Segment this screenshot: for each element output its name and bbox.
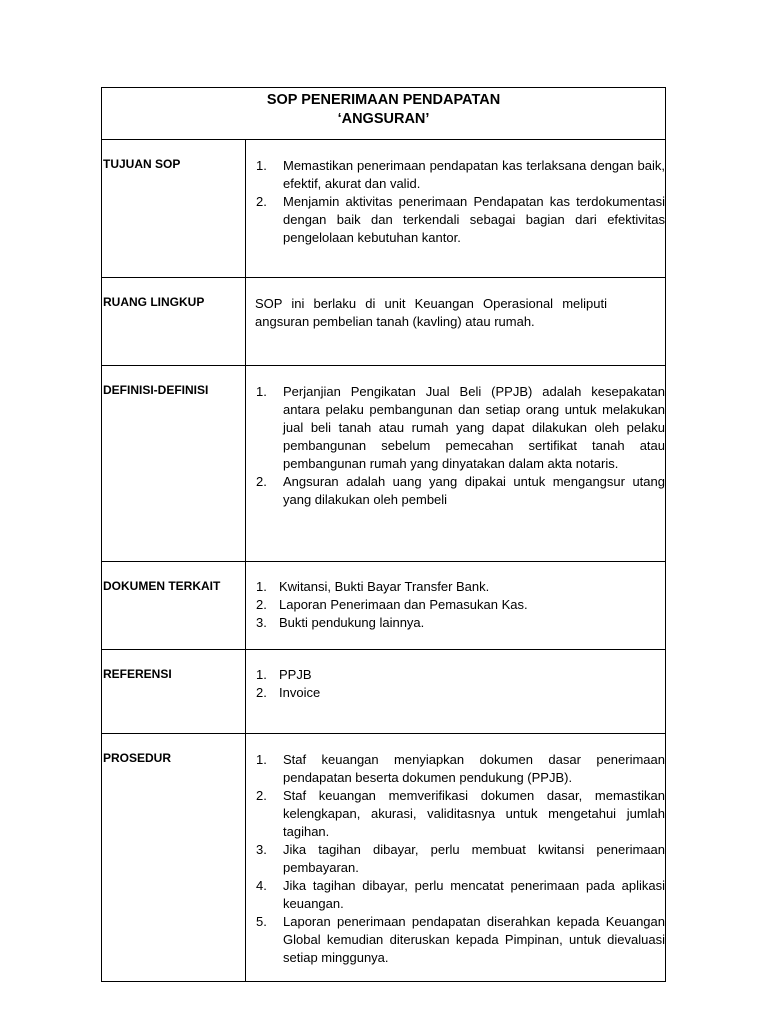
list-item <box>246 383 665 473</box>
list-definisi <box>246 383 665 509</box>
content-ruang-lingkup <box>246 278 666 366</box>
list-item <box>246 193 665 247</box>
row-definisi <box>102 366 666 562</box>
list-item <box>246 684 665 702</box>
item-number: 1. <box>256 158 267 173</box>
item-text: PPJB <box>279 667 312 682</box>
label-definisi: DEFINISI-DEFINISI <box>102 366 246 562</box>
item-text: Memastikan penerimaan pendapatan kas terlaksana dengan baik, efektif, akurat dan valid. <box>283 158 665 191</box>
label-prosedur: PROSEDUR <box>102 734 246 982</box>
item-text: Laporan Penerimaan dan Pemasukan Kas. <box>279 597 528 612</box>
row-ruang-lingkup <box>102 278 666 366</box>
item-text: Staf keuangan menyiapkan dokumen dasar penerimaan pendapatan beserta dokumen pendukung (PPJB). <box>283 752 665 785</box>
list-dokumen <box>246 578 665 632</box>
list-item <box>246 614 665 632</box>
item-number: 2. <box>256 194 267 209</box>
list-item <box>246 473 665 509</box>
list-item <box>246 666 665 684</box>
row-referensi <box>102 650 666 734</box>
item-text: Bukti pendukung lainnya. <box>279 615 425 630</box>
list-item <box>246 787 665 841</box>
item-number: 3. <box>256 615 267 630</box>
item-text: Staf keuangan memverifikasi dokumen dasar, memastikan kelengkapan, akurasi, validitasnya untuk mengetahui jumlah tagihan. <box>283 788 665 839</box>
item-text: Perjanjian Pengikatan Jual Beli (PPJB) adalah kesepakatan antara pelaku pembangunan dan setiap orang untuk melakukan jual beli tanah atau rumah yang dapat dilakukan oleh pelaku pembangunan sebelum pemecahan sertifikat tanah atau pembangunan rumah yang dinyatakan dalam akta notaris. <box>283 384 665 471</box>
item-number: 2. <box>256 597 267 612</box>
row-tujuan <box>102 140 666 278</box>
item-number: 1. <box>256 752 267 767</box>
label-dokumen-terkait: DOKUMEN TERKAIT <box>102 562 246 650</box>
document-title <box>102 88 666 140</box>
item-text: Angsuran adalah uang yang dipakai untuk mengangsur utang yang dilakukan oleh pembeli <box>283 474 665 507</box>
list-item <box>246 913 665 967</box>
item-number: 2. <box>256 685 267 700</box>
list-prosedur <box>246 751 665 967</box>
item-number: 5. <box>256 914 267 929</box>
list-item <box>246 596 665 614</box>
list-item <box>246 877 665 913</box>
title-line-2: ‘ANGSURAN’ <box>337 111 430 127</box>
sop-table <box>101 87 666 982</box>
label-tujuan: TUJUAN SOP <box>102 140 246 278</box>
item-text: Kwitansi, Bukti Bayar Transfer Bank. <box>279 579 490 594</box>
content-referensi <box>246 650 666 734</box>
label-ruang-lingkup: RUANG LINGKUP <box>102 278 246 366</box>
content-tujuan <box>246 140 666 278</box>
item-number: 1. <box>256 384 267 399</box>
item-text: Invoice <box>279 685 321 700</box>
content-prosedur <box>246 734 666 982</box>
ruang-lingkup-text: SOP ini berlaku di unit Keuangan Operasional meliputi angsuran pembelian tanah (kavling) atau rumah. <box>255 296 607 329</box>
item-number: 4. <box>256 878 267 893</box>
item-number: 1. <box>256 667 267 682</box>
list-item <box>246 157 665 193</box>
list-tujuan <box>246 157 665 247</box>
item-text: Laporan penerimaan pendapatan diserahkan kepada Keuangan Global kemudian diteruskan kepada Pimpinan, untuk dievaluasi setiap minggunya. <box>283 914 665 965</box>
item-number: 2. <box>256 474 267 489</box>
list-item <box>246 751 665 787</box>
row-prosedur <box>102 734 666 982</box>
title-line-1: SOP PENERIMAAN PENDAPATAN <box>266 92 501 108</box>
item-text: Jika tagihan dibayar, perlu membuat kwitansi penerimaan pembayaran. <box>283 842 665 875</box>
row-dokumen-terkait <box>102 562 666 650</box>
content-dokumen-terkait <box>246 562 666 650</box>
list-referensi <box>246 666 665 702</box>
label-referensi: REFERENSI <box>102 650 246 734</box>
item-text: Jika tagihan dibayar, perlu mencatat penerimaan pada aplikasi keuangan. <box>283 878 665 911</box>
list-item <box>246 578 665 596</box>
content-definisi <box>246 366 666 562</box>
item-number: 3. <box>256 842 267 857</box>
title-row <box>102 88 666 140</box>
item-text: Menjamin aktivitas penerimaan Pendapatan kas terdokumentasi dengan baik dan terkendali sebagai bagian dari efektivitas pengelolaan kebutuhan kantor. <box>283 194 665 245</box>
item-number: 2. <box>256 788 267 803</box>
item-number: 1. <box>256 579 267 594</box>
list-item <box>246 841 665 877</box>
